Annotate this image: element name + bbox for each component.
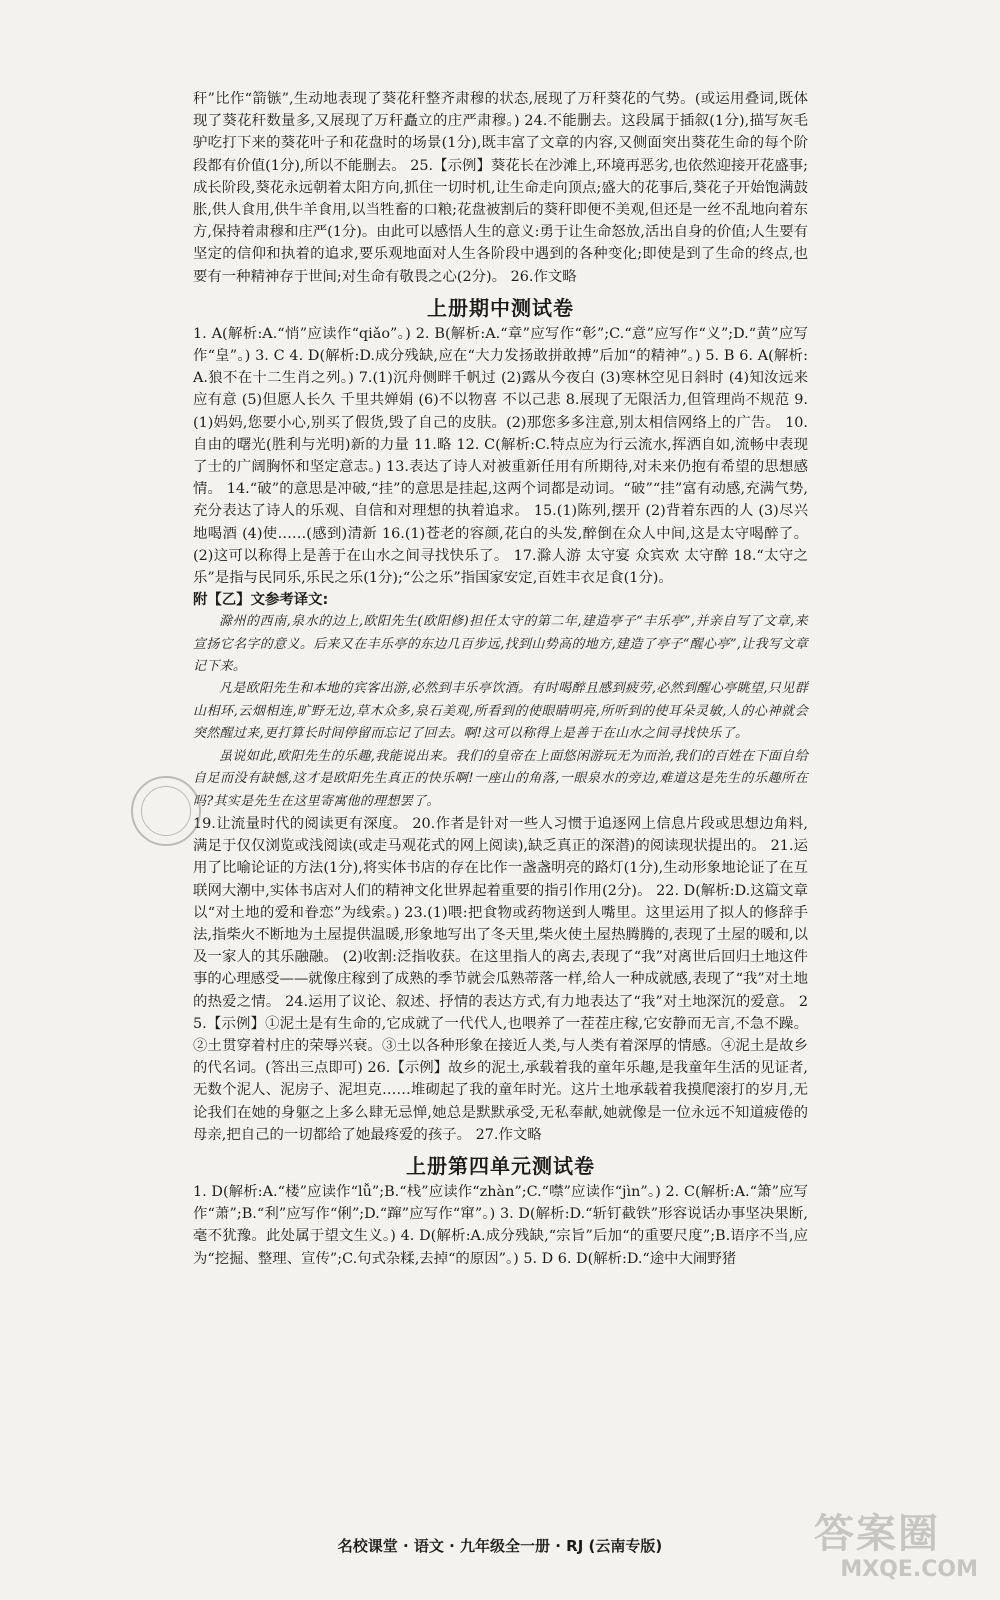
answer-text-continued: 秆”比作“箭镞”,生动地表现了葵花秆整齐肃穆的状态,展现了万秆葵花的气势。(或运用叠词,既体现了葵花秆数量多,又展现了万秆矗立的庄严肃穆。) 24.不能删去。这段属于插叙(1分),描写灰毛驴吃打下来的葵花叶子和花盘时的场景(1分),既丰富了文章的内容,又侧面突出葵花生命的每个阶段都有价值(1分),所以不能删去。 25.【示例】葵花长在沙滩上,环境再恶劣,也依然迎接开花盛事;成长阶段,葵花永远朝着太阳方向,抓住一切时机,让生命走向顶点;盛大的花事后,葵花子开始饱满鼓胀,供人食用,供牛羊食用,以当牲畜的口粮;花盘被割后的葵秆即便不美观,但还是一丝不乱地向着东方,保持着肃穆和庄严(1分)。由此可以感悟人生的意义:勇于让生命怒放,活出自身的价值;人生要有坚定的信仰和执着的追求,要乐观地面对人生各阶段中遇到的各种变化;即使是到了生命的终点,也要有一种精神存于世间;对生命有敬畏之心(2分)。 26.作文略	[193, 91, 808, 285]
appendix-title: 附【乙】文参考译文:	[193, 592, 329, 609]
watermark-text: 答案圈	[814, 1511, 940, 1557]
page-content	[193, 88, 808, 1270]
translation-paragraph-1: 滁州的西南,泉水的边上,欧阳先生(欧阳修)担任太守的第二年,建造亭子“丰乐亭”,并亲自写了文章,来宣扬它名字的意义。后来又在丰乐亭的东边几百步远,找到山势高的地方,建造了亭子“醒心亭”,让我写文章记下来。	[193, 614, 808, 675]
section-title-unit4: 上册第四单元测试卷	[406, 1153, 595, 1178]
stamp-seal	[131, 776, 201, 846]
midterm-answers: 1. A(解析:A.“悄”应读作“qiǎo”。) 2. B(解析:A.“章”应写作“彰”;C.“意”应写作“义”;D.“黄”应写作“皇”。) 3. C 4. D(解析:D.成分残缺,应在“大力发扬敢拼敢搏”后加“的精神”。) 5. B 6. A(解析:A.狼不在十二生肖之列。) 7.(1)沉舟侧畔千帆过 (2)露从今夜白 (3)寒林空见日斜时 (4)知汝远来应有意 (5)但愿人长久 千里共婵娟 (6)不以物喜 不以己悲 8.展现了无限活力,但管理尚不规范 9.(1)妈妈,您要小心,别买了假货,毁了自己的皮肤。(2)那您多多注意,别太相信网络上的广告。 10.自由的曙光(胜利与光明)新的力量 11.略 12. C(解析:C.特点应为行云流水,挥洒自如,流畅中表现了士的广阔胸怀和坚定意志。) 13.表达了诗人对被重新任用有所期待,对未来仍抱有希望的思想感情。 14.“破”的意思是冲破,“挂”的意思是挂起,这两个词都是动词。“破”“挂”富有动感,充满气势,充分表达了诗人的乐观、自信和对理想的执着追求。 15.(1)陈列,摆开 (2)背着东西的人 (3)尽兴地喝酒 (4)使……(感到)清新 16.(1)苍老的容颜,花白的头发,醉倒在众人中间,这是太守喝醉了。 (2)这可以称得上是善于在山水之间寻找快乐了。 17.滁人游 太守宴 众宾欢 太守醉 18.“太守之乐”是指与民同乐,乐民之乐(1分);“公之乐”指国家安定,百姓丰衣足食(1分)。	[193, 325, 808, 587]
section-title-midterm: 上册期中测试卷	[427, 295, 574, 320]
midterm-answers-continued: 19.让流量时代的阅读更有深度。 20.作者是针对一些人习惯于追逐网上信息片段或思想边角料,满足于仅仅浏览或浅阅读(或走马观花式的网上阅读),缺乏真正的深潜)的阅读现状提出的。 21.运用了比喻论证的方法(1分),将实体书店的存在比作一盏盏明亮的路灯(1分),生动形象地论证了在互联网大潮中,实体书店对人们的精神文化世界起着重要的指引作用(2分)。 22. D(解析:D.这篇文章以“对土地的爱和眷恋”为线索。) 23.(1)喂:把食物或药物送到人嘴里。这里运用了拟人的修辞手法,指柴火不断地为土屋提供温暖,形象地写出了冬天里,柴火使土屋热腾腾的,表现了土屋的暖和,以及一家人的其乐融融。 (2)收割:泛指收获。在这里指人的离去,表现了“我”对离世后回归土地这件事的心理感受——就像庄稼到了成熟的季节就会瓜熟蒂落一样,给人一种成就感,表现了“我”对土地的热爱之情。 24.运用了议论、叙述、抒情的表达方式,有力地表达了“我”对土地深沉的爱意。 25.【示例】①泥土是有生命的,它成就了一代代人,也喂养了一茬茬庄稼,它安静而无言,不急不躁。②土贯穿着村庄的荣辱兴衰。③土以各种形象在接近人类,与人类有着深厚的情感。④泥土是故乡的代名词。(答出三点即可) 26.【示例】故乡的泥土,承载着我的童年乐趣,是我童年生活的见证者,无数个泥人、泥房子、泥坦克……堆砌起了我的童年时光。这片土地承载着我摸爬滚打的岁月,无论我们在她的身躯之上多么肆无忌惮,她总是默默承受,无私奉献,她就像是一位永远不知道疲倦的母亲,把自己的一切都给了她最疼爱的孩子。 27.作文略	[193, 815, 808, 1143]
translation-paragraph-3: 虽说如此,欧阳先生的乐趣,我能说出来。我们的皇帝在上面悠闲游玩无为而治,我们的百姓在下面自给自足而没有缺憾,这才是欧阳先生真正的快乐啊!一座山的角落,一眼泉水的旁边,难道这是先生的乐趣所在吗?其实是先生在这里寄寓他的理想罢了。	[193, 748, 808, 809]
translation-paragraph-2: 凡是欧阳先生和本地的宾客出游,必然到丰乐亭饮酒。有时喝醉且感到疲劳,必然到醒心亭眺望,只见群山相环,云烟相连,旷野无边,草木众多,泉石美观,所看到的使眼睛明亮,所听到的使耳朵灵敏,人的心神就会突然醒过来,更打算长时间停留而忘记了回去。啊!这可以称得上是善于在山水之间寻找快乐了。	[193, 681, 808, 742]
unit4-answers: 1. D(解析:A.“楼”应读作“lǚ”;B.“栈”应读作“zhàn”;C.“噤”应读作“jìn”。) 2. C(解析:A.“箫”应写作“萧”;B.“利”应写作“俐”;D.“蹿”应写作“窜”。) 3. D(解析:D.“斩钉截铁”形容说话办事坚决果断,毫不犹豫。此处属于望文生义。) 4. D(解析:A.成分残缺,“宗旨”后加“的重要尺度”;B.语序不当,应为“挖掘、整理、宣传”;C.句式杂糅,去掉“的原因”。) 5. D 6. D(解析:D.“途中大闹野猪	[193, 1183, 808, 1267]
watermark-logo	[810, 1500, 978, 1582]
watermark-url: MXQE.COM	[840, 1557, 978, 1582]
page-footer: 名校课堂 · 语文 · 九年级全一册 · RJ (云南专版)	[337, 1537, 663, 1555]
